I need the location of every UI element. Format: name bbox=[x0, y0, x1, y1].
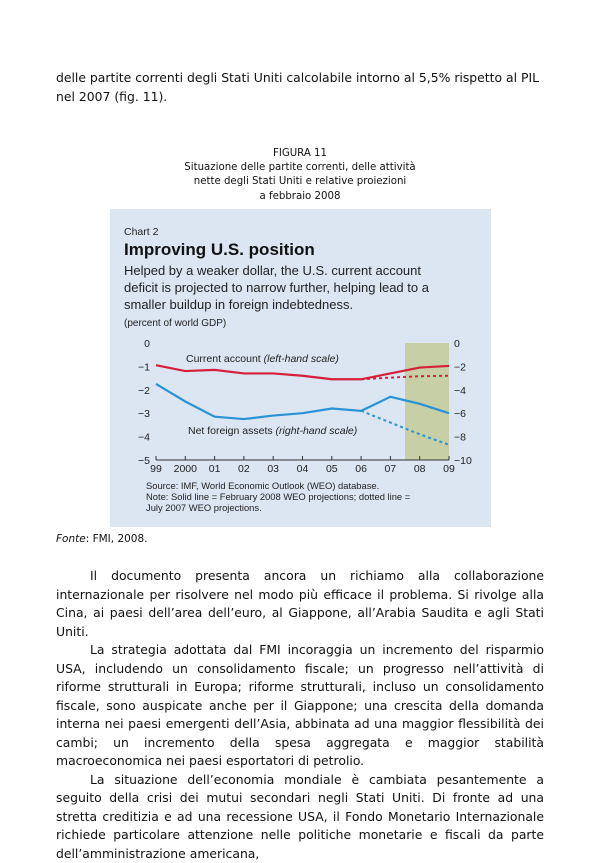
source-text: : FMI, 2008. bbox=[86, 533, 148, 545]
x-tick-label: 07 bbox=[385, 463, 397, 475]
right-tick-label: 0 bbox=[454, 338, 460, 350]
figure-caption-line: Situazione delle partite correnti, delle attività bbox=[150, 161, 450, 175]
right-tick-label: −2 bbox=[454, 361, 466, 373]
net-foreign-assets-label: Net foreign assets (right-hand scale) bbox=[188, 425, 357, 437]
x-tick-label: 03 bbox=[267, 463, 279, 475]
x-tick-label: 2000 bbox=[174, 463, 198, 475]
figure-source bbox=[56, 533, 148, 545]
figure-caption-line: nette degli Stati Uniti e relative proiezioni bbox=[150, 175, 450, 189]
chart-note-line: Note: Solid line = February 2008 WEO projections; dotted line = bbox=[146, 491, 411, 502]
left-tick-label: −4 bbox=[138, 432, 150, 444]
body-text bbox=[56, 567, 544, 863]
x-tick-label: 09 bbox=[443, 463, 455, 475]
chart-title: Improving U.S. position bbox=[124, 240, 315, 259]
chart-svg bbox=[110, 209, 491, 527]
figure-caption bbox=[150, 147, 450, 204]
x-tick-label: 01 bbox=[209, 463, 221, 475]
body-paragraph: La situazione dell’economia mondiale è cambiata pesantemente a seguito della crisi dei mutui secondari negli Stati Uniti. Di fronte ad una stretta creditizia e ad una recessione USA, il Fondo Monetario Internazionale richiede particolare attenzione nelle politiche monetarie e fiscali da parte dell’amministrazione americana, bbox=[56, 771, 544, 863]
body-paragraph: La strategia adottata dal FMI incoraggia un incremento del risparmio USA, includendo un consolidamento fiscale; un progresso nell’attività di riforme strutturali in Europa; riforme strutturali, incluso un consolidamento fiscale, sono auspicate anche per il Giappone; una crescita della domanda interna nei paesi emergenti dell’Asia, abbinata ad una maggior flessibilità dei cambi; un incremento della spesa aggregata e maggior stabilità macroeconomica nei paesi esportatori di petrolio. bbox=[56, 641, 544, 771]
figure-number: FIGURA 11 bbox=[150, 147, 450, 161]
left-tick-label: 0 bbox=[144, 338, 150, 350]
x-tick-label: 04 bbox=[297, 463, 309, 475]
right-tick-label: −6 bbox=[454, 408, 466, 420]
chart-subtitle-line: smaller buildup in foreign indebtedness. bbox=[124, 297, 353, 312]
chart-subtitle-line: Helped by a weaker dollar, the U.S. current account bbox=[124, 263, 421, 278]
current-account-label: Current account (left-hand scale) bbox=[186, 353, 339, 365]
chart-note-line: Source: IMF, World Economic Outlook (WEO) database. bbox=[146, 480, 379, 491]
left-tick-label: −1 bbox=[138, 361, 150, 373]
intro-paragraph: delle partite correnti degli Stati Uniti calcolabile intorno al 5,5% rispetto al PIL nel 2007 (fig. 11). bbox=[56, 69, 544, 106]
chart-panel bbox=[110, 209, 491, 527]
body-paragraph: Il documento presenta ancora un richiamo alla collaborazione internazionale per risolvere nel modo più efficace il problema. Si rivolge alla Cina, ai paesi dell’area dell’euro, al Giappone, all’Arabia Saudita e agli Stati Uniti. bbox=[56, 567, 544, 641]
x-tick-label: 02 bbox=[238, 463, 250, 475]
right-tick-label: −8 bbox=[454, 432, 466, 444]
x-tick-label: 99 bbox=[150, 463, 162, 475]
figure-caption-line: a febbraio 2008 bbox=[150, 190, 450, 204]
right-tick-label: −10 bbox=[454, 455, 472, 467]
chart-note-line: July 2007 WEO projections. bbox=[146, 502, 262, 513]
x-tick-label: 05 bbox=[326, 463, 338, 475]
left-tick-label: −3 bbox=[138, 408, 150, 420]
chart-subtitle-line: deficit is projected to narrow further, helping lead to a bbox=[124, 280, 430, 295]
left-tick-label: −5 bbox=[138, 455, 150, 467]
right-tick-label: −4 bbox=[454, 385, 466, 397]
source-label: Fonte bbox=[56, 533, 86, 545]
left-tick-label: −2 bbox=[138, 385, 150, 397]
x-tick-label: 08 bbox=[414, 463, 426, 475]
chart-unit-label: (percent of world GDP) bbox=[124, 318, 226, 329]
x-tick-label: 06 bbox=[355, 463, 367, 475]
chart-kicker: Chart 2 bbox=[124, 226, 159, 238]
